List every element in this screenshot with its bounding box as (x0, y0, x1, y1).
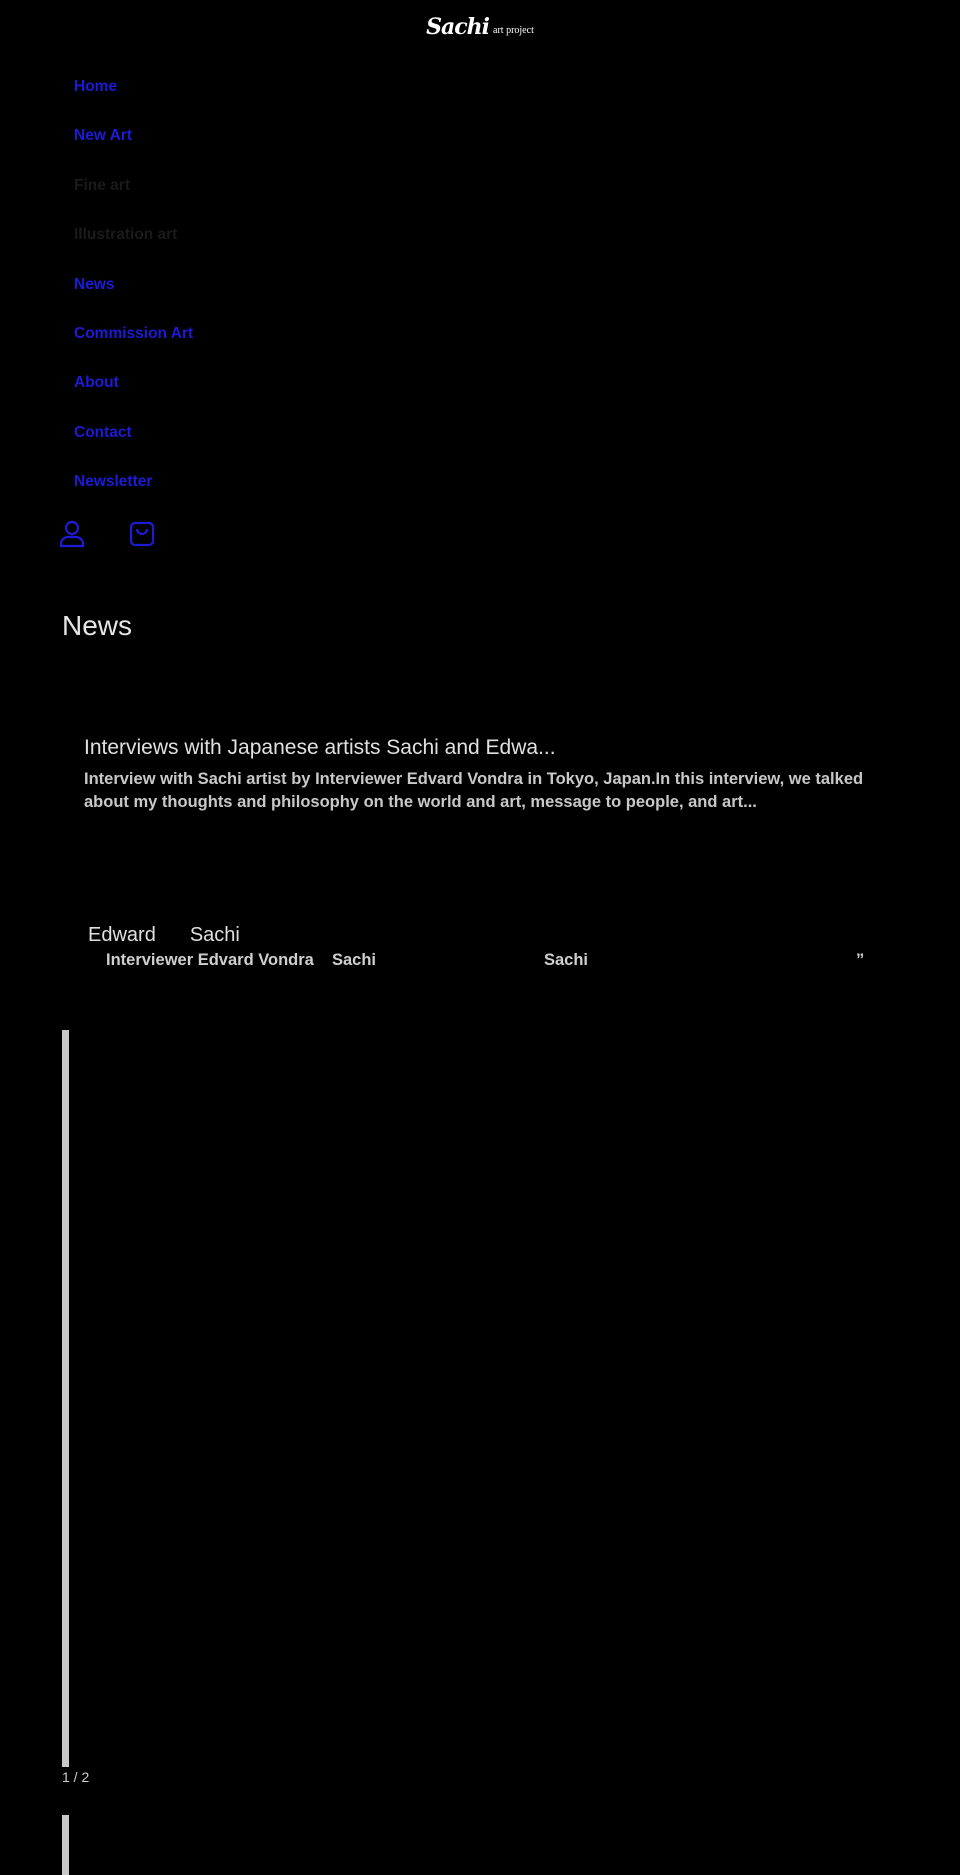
site-logo[interactable] (0, 14, 960, 40)
interview-header (88, 924, 888, 975)
speaker-sachi: Sachi (189, 924, 240, 946)
account-icon[interactable] (58, 520, 86, 548)
meta-sachi-2: Sachi (544, 951, 589, 969)
page-title: News (62, 610, 133, 641)
logo-subtitle: art project (493, 24, 534, 36)
post-excerpt: Interview with Sachi artist by Interviewer Edvard Vondra in Tokyo, Japan.In this interview, we talked about my thoughts and philosophy on the world and art, message to people, and art... (84, 770, 864, 811)
news-post[interactable] (84, 736, 884, 814)
nav-illustration-art[interactable]: Illustration art (74, 226, 178, 244)
main-nav (74, 78, 193, 523)
image-gallery[interactable] (62, 1030, 898, 1875)
nav-fine-art[interactable]: Fine art (74, 176, 130, 194)
logo-mark: Sachi (426, 14, 490, 40)
meta-quote: ” (856, 951, 865, 969)
nav-new-art[interactable]: New Art (74, 127, 132, 145)
nav-newsletter[interactable]: Newsletter (74, 473, 153, 491)
post-title[interactable]: Interviews with Japanese artists Sachi and Edwa... (84, 736, 556, 759)
nav-news[interactable]: News (74, 275, 115, 293)
meta-sachi-1: Sachi (332, 951, 377, 969)
nav-contact[interactable]: Contact (74, 423, 132, 441)
nav-commission-art[interactable]: Commission Art (74, 324, 194, 342)
speaker-edward: Edward (88, 924, 156, 946)
interviewer-label: Interviewer Edvard Vondra (106, 951, 314, 969)
cart-icon[interactable] (128, 520, 156, 548)
gallery-scrollbar[interactable] (62, 1030, 69, 1875)
header-icons (58, 520, 156, 548)
nav-about[interactable]: About (74, 374, 119, 392)
nav-home[interactable]: Home (74, 78, 118, 95)
gallery-counter: 1 / 2 (62, 1769, 90, 1785)
